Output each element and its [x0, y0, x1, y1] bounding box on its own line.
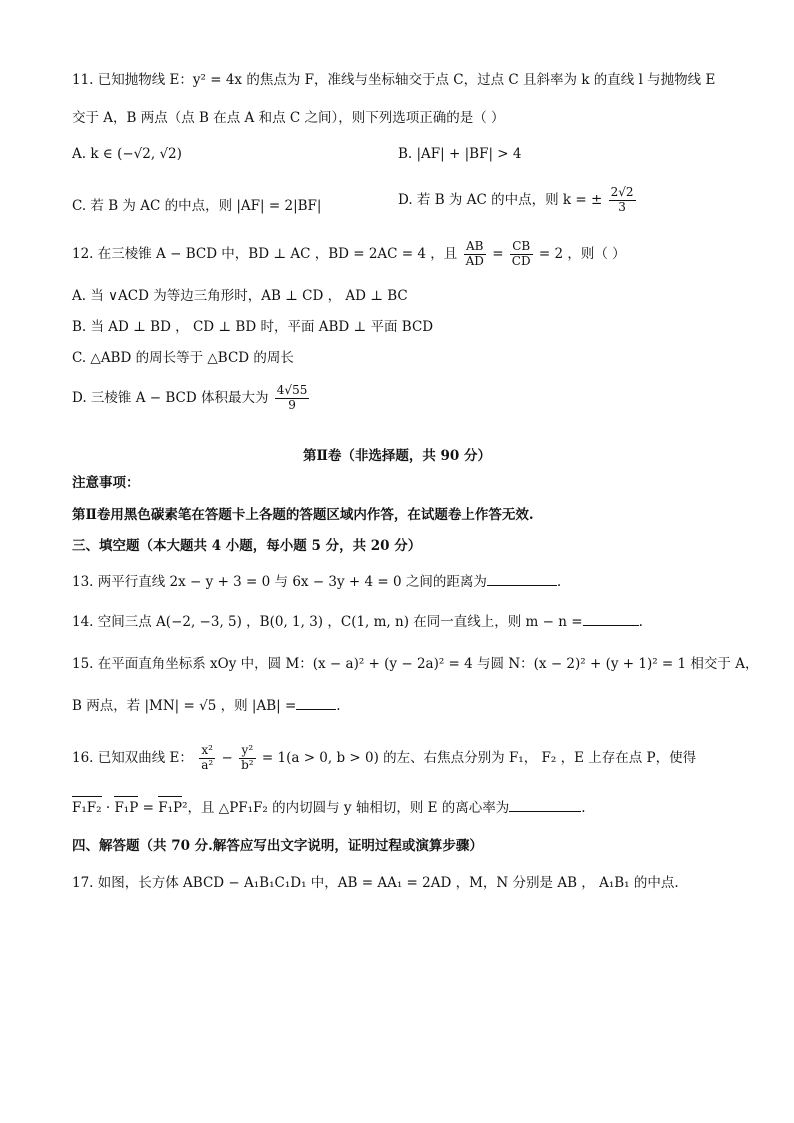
q11-option-b: B. |AF| + |BF| > 4 [398, 146, 522, 162]
fraction-numerator: 2√2 [610, 185, 634, 199]
fraction-numerator: CB [510, 240, 533, 255]
q12-equals: = [492, 245, 504, 262]
q16-line2-text: ，且 △PF₁F₂ 的内切圆与 y 轴相切，则 E 的离心率为 [187, 800, 510, 816]
q15-answer-blank [296, 709, 336, 710]
q11-stem-line2: 交于 A，B 两点（点 B 在点 A 和点 C 之间），则下列选项正确的是（ ） [72, 110, 505, 126]
fraction-numerator: y² [239, 744, 256, 759]
q13-answer-blank [487, 585, 557, 586]
fraction-denominator: CD [511, 253, 531, 268]
q12-option-a: A. 当 ∨ACD 为等边三角形时，AB ⊥ CD ， AD ⊥ BC [72, 288, 408, 304]
q15-line2 [72, 698, 341, 714]
q12-option-d-text: D. 三棱锥 A − BCD 体积最大为 [72, 389, 269, 406]
q16-end: . [581, 800, 586, 816]
q13-text: 13. 两平行直线 2x − y + 3 = 0 与 6x − 3y + 4 = 0 之间的距离为 [72, 574, 487, 590]
fraction-numerator: 4√55 [276, 383, 308, 397]
q11-option-c: C. 若 B 为 AC 的中点，则 |AF| = 2|BF| [72, 198, 322, 214]
fraction-denominator: a² [201, 757, 214, 772]
q12-fraction-ab-ad [464, 240, 486, 269]
q15-line2-text: B 两点，若 |MN| = √5 ，则 |AB| = [72, 698, 297, 714]
q12-option-c: C. △ABD 的周长等于 △BCD 的周长 [72, 350, 294, 366]
squared-exponent: ² [182, 800, 188, 816]
q16-text-rest: = 1(a > 0, b > 0) 的左、右焦点分别为 F₁， F₂ ，E 上存在点 P，使得 [261, 749, 697, 766]
vector-f1p-squared: F₁P [158, 800, 183, 816]
q12-stem-end: = 2 ，则（ ） [538, 245, 626, 262]
fraction-denominator: 9 [288, 397, 296, 412]
q15-end: . [336, 698, 341, 714]
dot-operator: · [101, 800, 115, 816]
notice-title: 注意事项： [72, 475, 140, 491]
q11-option-d-text: D. 若 B 为 AC 的中点，则 k = ± [398, 191, 603, 208]
q16-answer-blank [509, 811, 581, 812]
equals-sign: = [138, 800, 159, 816]
q17-stem: 17. 如图，长方体 ABCD − A₁B₁C₁D₁ 中，AB = AA₁ = 2AD ，M，N 分别是 AB ， A₁B₁ 的中点. [72, 875, 679, 891]
q11-option-d-fraction [609, 186, 636, 215]
q13 [72, 574, 561, 590]
q12-fraction-cb-cd [510, 240, 533, 269]
part-3-heading: 三、填空题（本大题共 4 小题，每小题 5 分，共 20 分） [72, 538, 422, 554]
q15-line1: 15. 在平面直角坐标系 xOy 中，圆 M：(x − a)² + (y − 2a)² = 4 与圆 N：(x − 2)² + (y + 1)² = 1 相交于 A， [72, 656, 759, 672]
q14-end: . [638, 614, 643, 630]
part-4-heading: 四、解答题（共 70 分.解答应写出文字说明，证明过程或演算步骤） [72, 838, 483, 854]
q16-fraction-x2-a2 [199, 744, 215, 773]
fraction-denominator: b² [241, 757, 254, 772]
vector-f1p: F₁P [114, 800, 139, 816]
q13-end: . [556, 574, 562, 590]
q11-stem-line1: 11. 已知抛物线 E：y² = 4x 的焦点为 F，准线与坐标轴交于点 C，过点 C 且斜率为 k 的直线 l 与抛物线 E [72, 72, 716, 88]
q16-fraction-y2-b2 [239, 744, 256, 773]
q14-text: 14. 空间三点 A(−2, −3, 5) ，B(0, 1, 3) ，C(1, m, n) 在同一直线上，则 m − n = [72, 614, 583, 630]
q11-option-d [398, 186, 638, 215]
q14-answer-blank [583, 625, 639, 626]
q12-stem-text: 12. 在三棱锥 A − BCD 中，BD ⊥ AC ，BD = 2AC = 4 ，且 [72, 245, 458, 262]
q12-option-d [72, 384, 311, 413]
fraction-denominator: AD [465, 253, 484, 268]
q12-stem [72, 240, 626, 269]
fraction-numerator: AB [464, 240, 486, 255]
vector-f1f2: F₁F₂ [72, 800, 102, 816]
q16-line2 [72, 800, 586, 816]
q16-text-start: 16. 已知双曲线 E： [72, 749, 193, 766]
q14 [72, 614, 643, 630]
notice-text: 第Ⅱ卷用黑色碳素笔在答题卡上各题的答题区域内作答，在试题卷上作答无效. [72, 507, 534, 523]
fraction-denominator: 3 [618, 199, 626, 214]
q16-minus: − [221, 749, 233, 766]
q12-option-b: B. 当 AD ⊥ BD ， CD ⊥ BD 时，平面 ABD ⊥ 平面 BCD [72, 319, 434, 335]
fraction-numerator: x² [199, 744, 215, 759]
q12-option-d-fraction [275, 384, 310, 413]
q11-option-a: A. k ∈ (−√2, √2) [72, 146, 182, 162]
q16-line1 [72, 744, 696, 773]
section-2-title: 第Ⅱ卷（非选择题，共 90 分） [302, 448, 492, 464]
